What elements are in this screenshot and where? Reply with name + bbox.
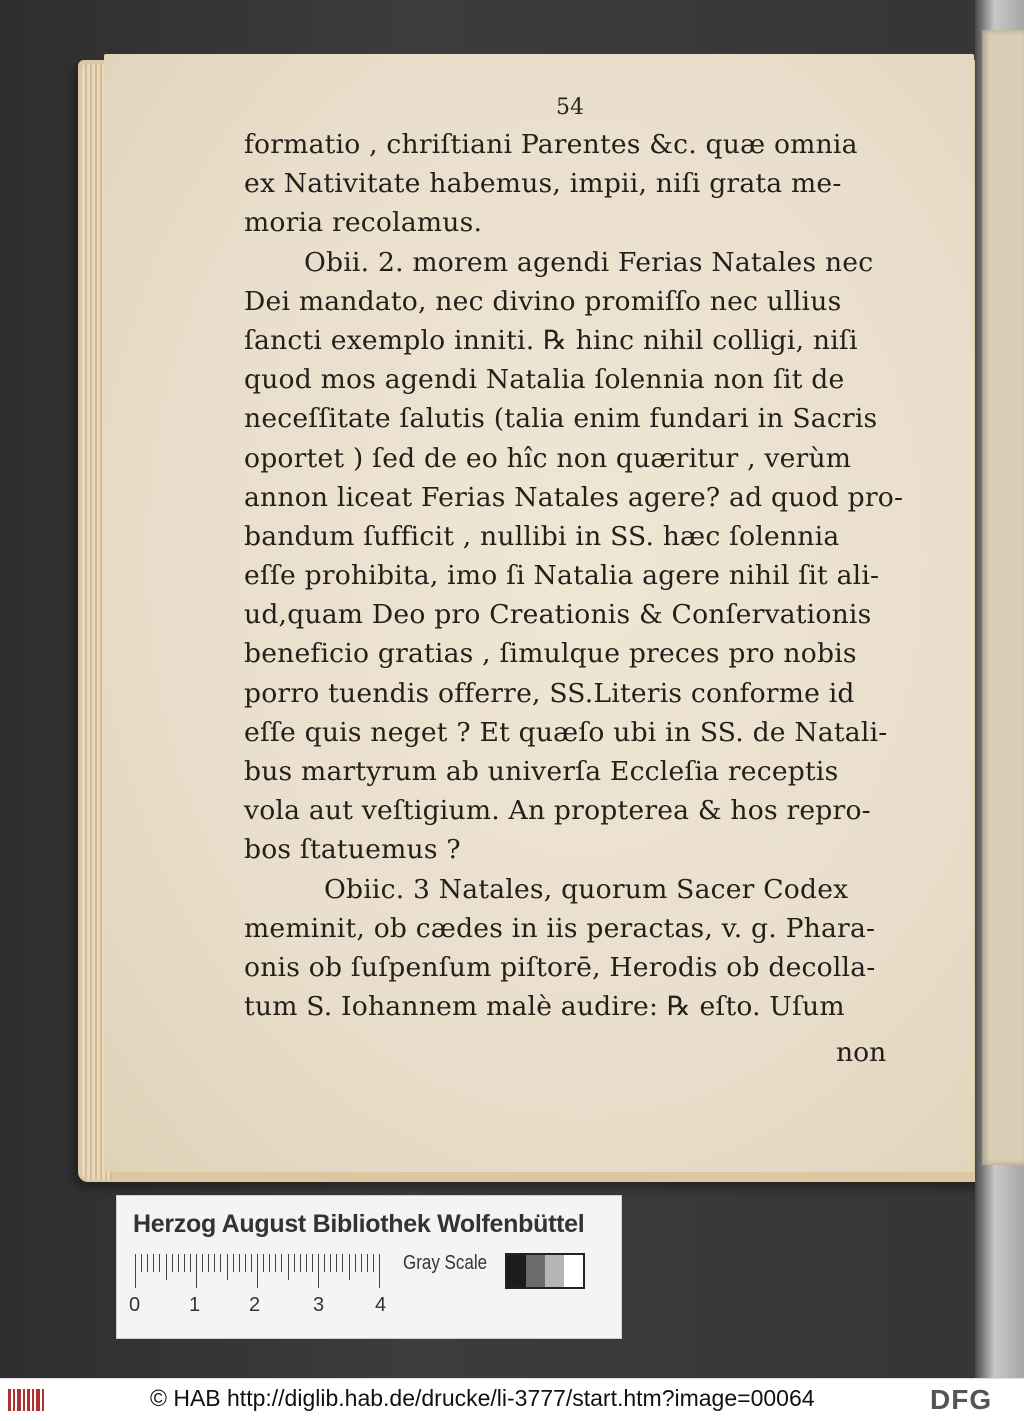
scale-ruler — [135, 1254, 385, 1288]
footer-bar — [0, 1378, 1024, 1421]
grayscale-swatch — [526, 1255, 545, 1287]
ruler-number: 0 — [129, 1294, 141, 1316]
ruler-tick — [184, 1254, 185, 1272]
ruler-tick — [178, 1254, 179, 1272]
grayscale-swatch — [564, 1255, 583, 1287]
text-line: bandum ſufficit , nullibi in SS. hæc ſolennia — [244, 520, 840, 552]
barcode-icon — [8, 1387, 46, 1413]
text-line: meminit, ob cædes in iis peractas, v. g. Phara- — [244, 912, 876, 944]
text-line: Obii. 2. morem agendi Ferias Natales nec — [304, 246, 874, 278]
ruler-tick — [257, 1254, 258, 1288]
ruler-tick — [147, 1254, 148, 1272]
text-line: porro tuendis offerre, SS.Literis conforme id — [244, 677, 855, 709]
ruler-tick — [318, 1254, 319, 1288]
ruler-tick — [379, 1254, 380, 1288]
text-line: Dei mandato, nec divino promiſſo nec ullius — [244, 285, 842, 317]
ruler-tick — [269, 1254, 270, 1272]
ruler-tick — [361, 1254, 362, 1272]
grayscale-chart — [505, 1253, 585, 1289]
text-line: onis ob ſuſpenſum piſtorē, Herodis ob decolla- — [244, 951, 876, 983]
text-line: quod mos agendi Natalia ſolennia non ſit de — [244, 364, 845, 396]
ruler-tick — [233, 1254, 234, 1272]
ruler-tick — [355, 1254, 356, 1272]
library-label — [116, 1195, 622, 1339]
text-line: tum S. Iohannem malè audire: ℞ eſto. Uſum — [244, 991, 845, 1023]
ruler-tick — [214, 1254, 215, 1272]
text-line: eſſe prohibita, imo ſi Natalia agere nihil ſit ali- — [244, 560, 880, 592]
ruler-tick — [251, 1254, 252, 1272]
ruler-tick — [220, 1254, 221, 1272]
library-name: Herzog August Bibliothek Wolfenbüttel — [133, 1210, 585, 1238]
ruler-tick — [202, 1254, 203, 1272]
ruler-tick — [208, 1254, 209, 1272]
ruler-tick — [159, 1254, 160, 1272]
page-text — [244, 125, 904, 1026]
dfg-logo: DFG — [930, 1384, 993, 1415]
ruler-tick — [300, 1254, 301, 1272]
text-line: Obiic. 3 Natales, quorum Sacer Codex — [324, 873, 849, 905]
ruler-tick — [239, 1254, 240, 1272]
ruler-tick — [141, 1254, 142, 1272]
text-line: vola aut veſtigium. An propterea & hos repro- — [244, 795, 871, 827]
text-line: moria recolamus. — [244, 207, 483, 239]
ruler-tick — [172, 1254, 173, 1272]
ruler-tick — [263, 1254, 264, 1272]
text-line: beneficio gratias , ſimulque preces pro nobis — [244, 638, 857, 670]
ruler-tick — [196, 1254, 197, 1288]
ruler-tick — [367, 1254, 368, 1272]
ruler-tick — [324, 1254, 325, 1272]
ruler-tick — [288, 1254, 289, 1280]
text-line: eſſe quis neget ? Et quæſo ubi in SS. de Natali- — [244, 716, 888, 748]
ruler-tick — [281, 1254, 282, 1272]
ruler-tick — [336, 1254, 337, 1272]
text-line: ud,quam Deo pro Creationis & Conſervationis — [244, 599, 872, 631]
text-line: bos ſtatuemus ? — [244, 834, 461, 866]
ruler-tick — [153, 1254, 154, 1272]
ruler-tick — [373, 1254, 374, 1272]
ruler-number: 2 — [249, 1294, 261, 1316]
catchword: non — [836, 1037, 887, 1068]
ruler-tick — [135, 1254, 136, 1288]
text-line: annon liceat Ferias Natales agere? ad quod pro- — [244, 481, 904, 513]
ruler-tick — [312, 1254, 313, 1272]
ruler-tick — [330, 1254, 331, 1272]
adjacent-page-edge — [982, 30, 1024, 1165]
ruler-number: 3 — [313, 1294, 325, 1316]
copyright-url: © HAB http://diglib.hab.de/drucke/li-3777/start.htm?image=00064 — [150, 1385, 815, 1411]
page-number: 54 — [556, 95, 584, 120]
ruler-number: 4 — [375, 1294, 387, 1316]
ruler-number: 1 — [189, 1294, 201, 1316]
text-line: bus martyrum ab univerſa Eccleſia receptis — [244, 756, 839, 787]
ruler-tick — [166, 1254, 167, 1280]
text-line: ex Nativitate habemus, impii, niſi grata me- — [244, 168, 842, 200]
grayscale-label: Gray Scale — [403, 1252, 488, 1274]
grayscale-swatch — [545, 1255, 564, 1287]
text-line: ſancti exemplo inniti. ℞ hinc nihil colligi, niſi — [244, 324, 858, 356]
ruler-tick — [342, 1254, 343, 1272]
ruler-tick — [294, 1254, 295, 1272]
text-line: formatio , chriſtiani Parentes &c. quæ omnia — [244, 129, 858, 160]
ruler-tick — [306, 1254, 307, 1272]
grayscale-swatch — [507, 1255, 526, 1287]
ruler-tick — [349, 1254, 350, 1280]
text-line: neceſſitate ſalutis (talia enim fundari in Sacris — [244, 403, 878, 435]
ruler-numbers — [127, 1294, 407, 1320]
ruler-tick — [275, 1254, 276, 1272]
ruler-tick — [227, 1254, 228, 1280]
ruler-tick — [245, 1254, 246, 1272]
ruler-tick — [190, 1254, 191, 1272]
text-line: oportet ) ſed de eo hîc non quæritur , verùm — [244, 442, 852, 474]
